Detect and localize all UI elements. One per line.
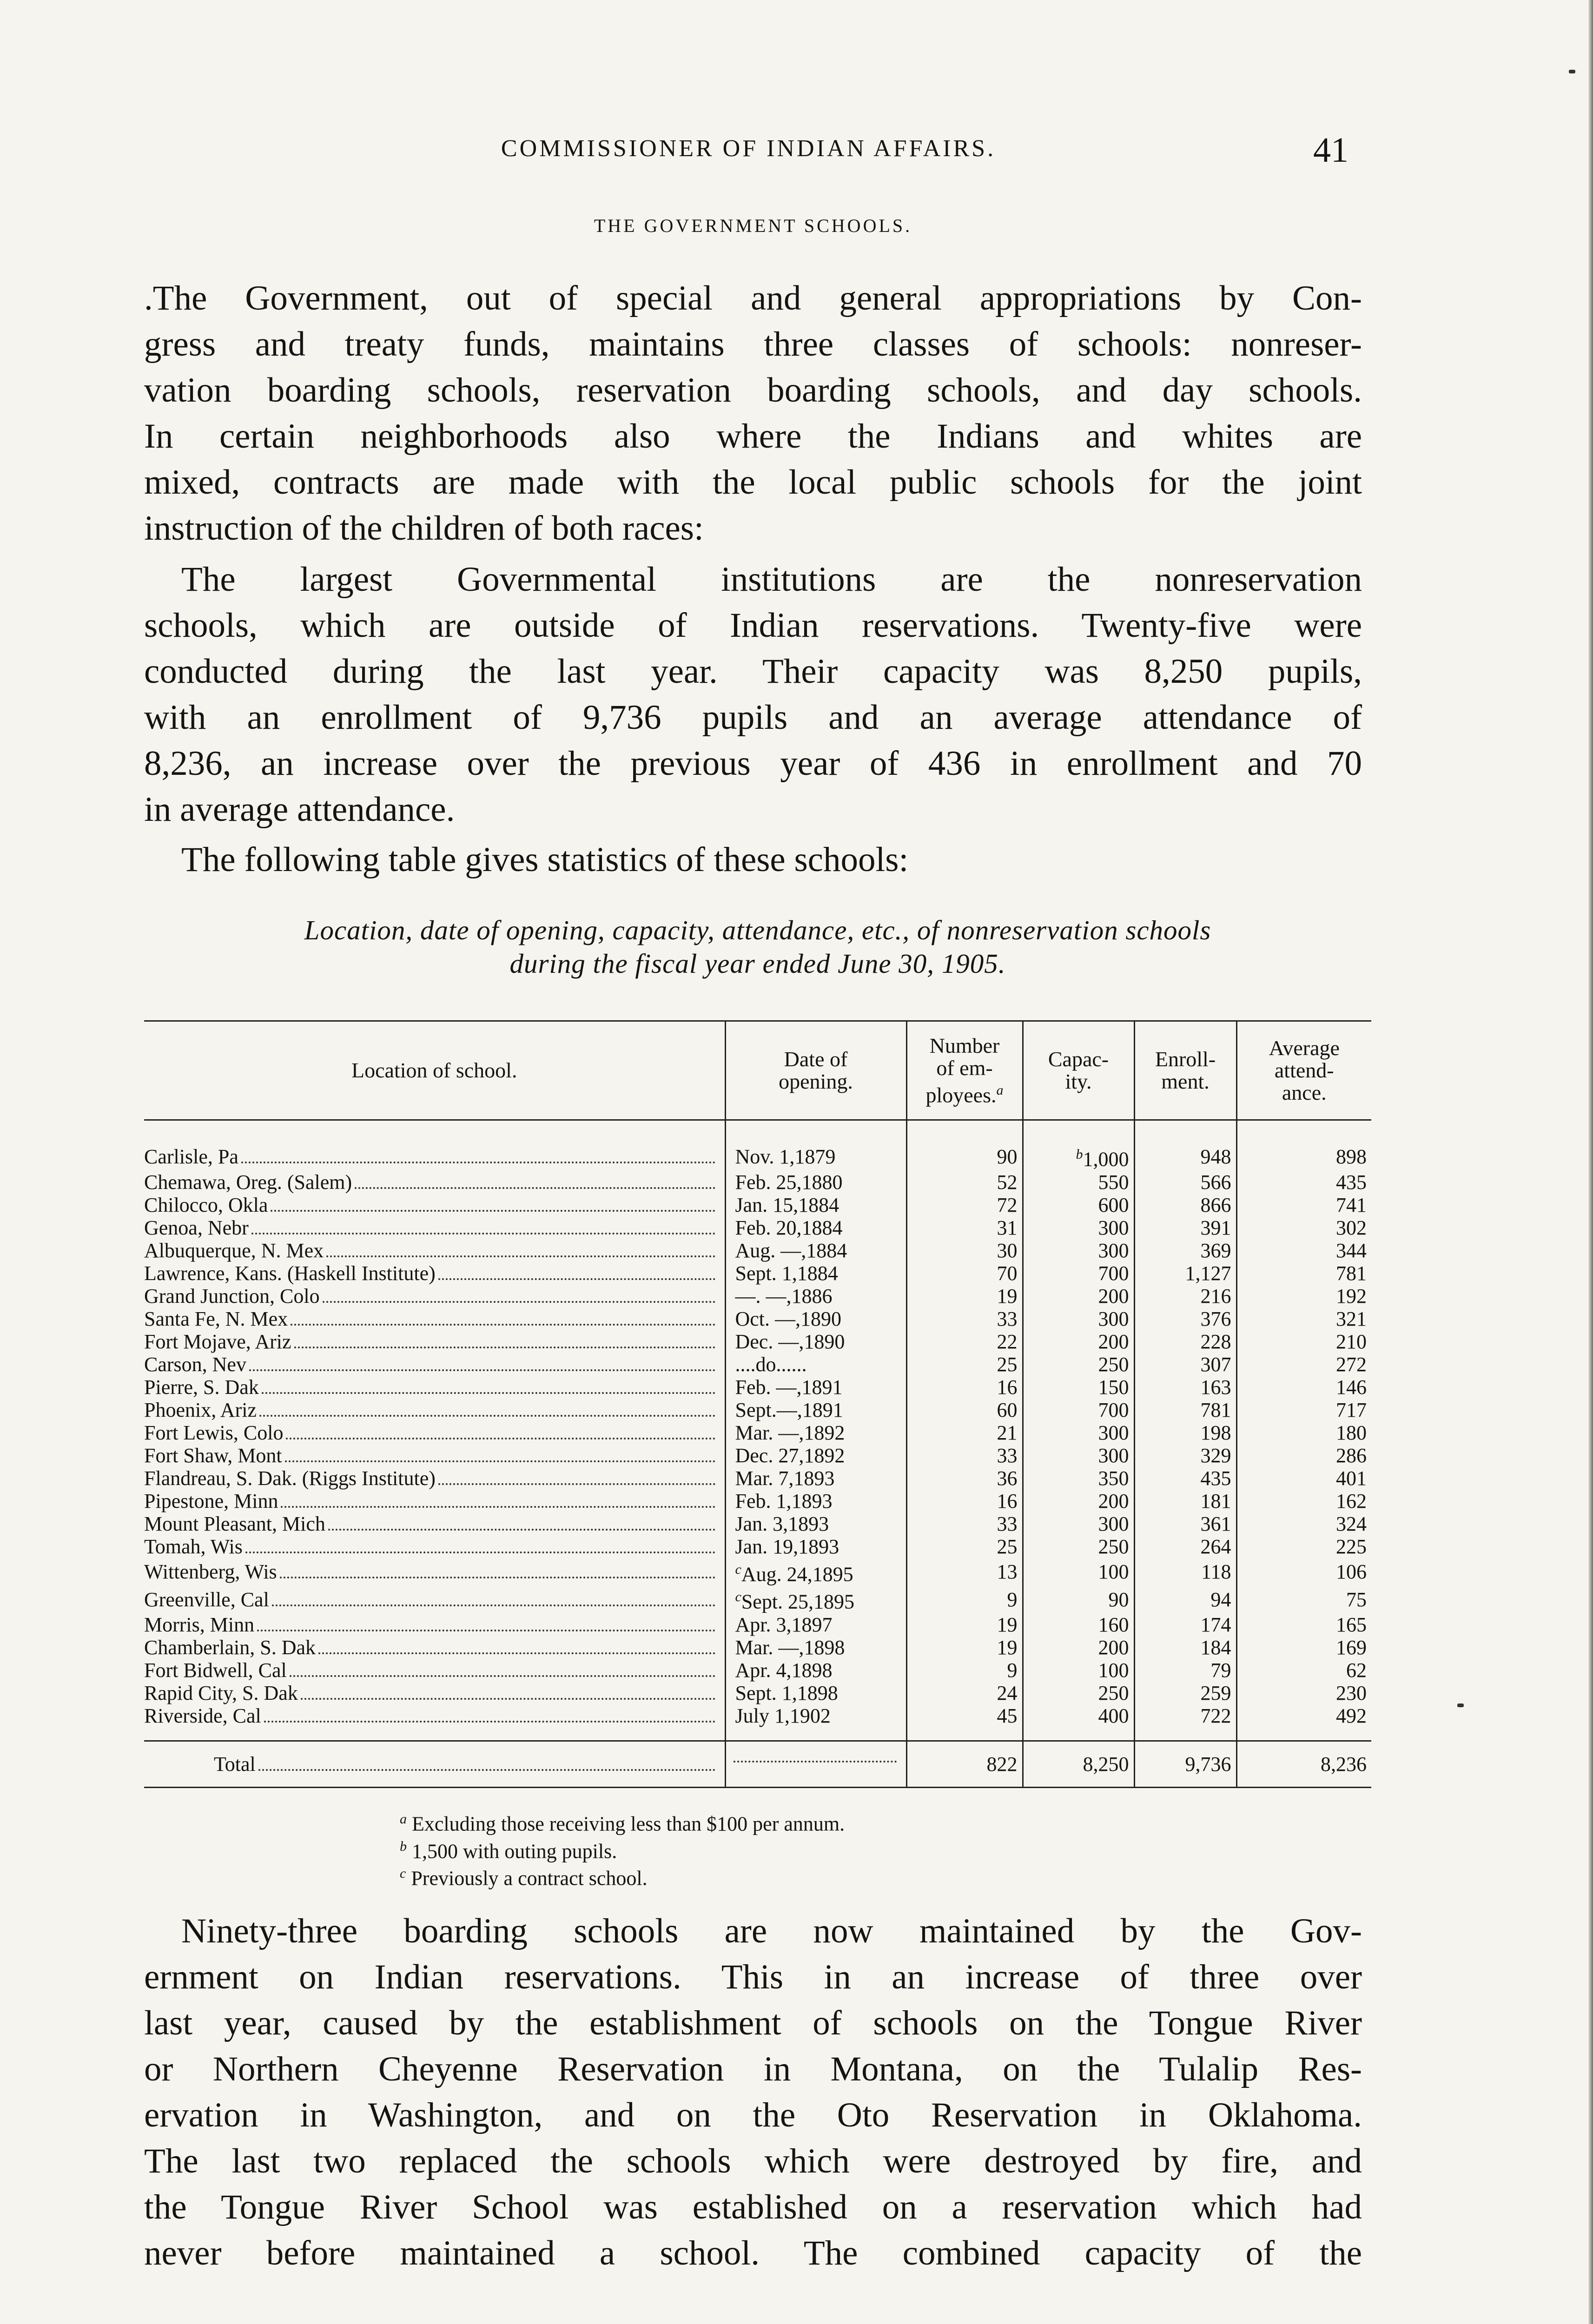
header-attendance: Average attend- ance. [1236,1021,1371,1120]
page-edge-shadow [1588,0,1593,2324]
table-row [144,1490,1371,1512]
cell-employees: 33 [906,1512,1023,1535]
cell-employees: 60 [906,1399,1023,1421]
cell-attendance: 344 [1236,1239,1371,1262]
cell-date: Apr. 3,1897 [725,1613,906,1636]
leader-dots [286,1438,715,1439]
cell-attendance: 180 [1236,1421,1371,1444]
text-line: or Northern Cheyenne Reservation in Montana, on the Tulalip Res- [144,2050,1362,2088]
table-footnotes [400,1808,1236,1890]
cell-capacity: 700 [1023,1399,1134,1421]
text-line: in average attendance. [144,790,455,829]
table-row [144,1330,1371,1353]
cell-attendance: 106 [1236,1558,1371,1586]
leader-dots [264,1721,715,1723]
cell-location: Albuquerque, N. Mex [144,1239,725,1262]
cell-enrollment: 361 [1134,1512,1236,1535]
leader-dots [259,1415,715,1417]
text-line: The following table gives statistics of these schools: [181,840,909,879]
cell-date: Oct. —,1890 [725,1307,906,1330]
text-line: gress and treaty funds, maintains three classes of schools: nonreser- [144,325,1362,363]
cell-location: Fort Lewis, Colo [144,1421,725,1444]
leader-dots [251,1233,715,1235]
leader-dots [262,1392,715,1394]
cell-enrollment: 163 [1134,1376,1236,1399]
cell-capacity: 400 [1023,1704,1134,1741]
cell-capacity: 300 [1023,1307,1134,1330]
cell-total-capacity: 8,250 [1023,1741,1134,1787]
cell-capacity: 300 [1023,1421,1134,1444]
cell-total-label: Total [144,1741,725,1787]
cell-location: Fort Shaw, Mont [144,1444,725,1467]
cell-date: Jan. 3,1893 [725,1512,906,1535]
cell-enrollment: 369 [1134,1239,1236,1262]
table-row [144,1216,1371,1239]
nonreservation-paragraph [144,556,1362,832]
leader-dots [258,1769,715,1771]
cell-date: Aug. —,1884 [725,1239,906,1262]
cell-employees: 24 [906,1682,1023,1704]
cell-enrollment: 329 [1134,1444,1236,1467]
cell-capacity: 600 [1023,1194,1134,1216]
table-row [144,1659,1371,1682]
cell-employees: 19 [906,1285,1023,1307]
cell-location: Morris, Minn [144,1613,725,1636]
cell-attendance: 210 [1236,1330,1371,1353]
cell-enrollment: 435 [1134,1467,1236,1490]
cell-location: Fort Mojave, Ariz [144,1330,725,1353]
cell-attendance: 324 [1236,1512,1371,1535]
text-line: 8,236, an increase over the previous year of 436 in enrollment and 70 [144,744,1362,783]
cell-capacity: 300 [1023,1239,1134,1262]
cell-employees: 25 [906,1353,1023,1376]
cell-attendance: 492 [1236,1704,1371,1741]
text-line: In certain neighborhoods also where the Indians and whites are [144,417,1362,456]
leader-dots [355,1187,715,1189]
text-line: with an enrollment of 9,736 pupils and an average attendance of [144,698,1362,737]
cell-capacity: 90 [1023,1585,1134,1613]
text-line: ernment on Indian reservations. This in an increase of three over [144,1958,1362,1996]
table-row [144,1399,1371,1421]
cell-date: Jan. 15,1884 [725,1194,906,1216]
cell-location: Rapid City, S. Dak [144,1682,725,1704]
caption-line: during the fiscal year ended June 30, 1905. [509,948,1006,979]
cell-employees: 19 [906,1613,1023,1636]
cell-location: Genoa, Nebr [144,1216,725,1239]
cell-date: Feb. 1,1893 [725,1490,906,1512]
cell-employees: 33 [906,1307,1023,1330]
cell-location: Fort Bidwell, Cal [144,1659,725,1682]
text-line: Ninety-three boarding schools are now maintained by the Gov- [181,1912,1362,1950]
cell-capacity: 200 [1023,1285,1134,1307]
leader-dots [285,1460,715,1462]
cell-capacity: 700 [1023,1262,1134,1285]
cell-attendance: 435 [1236,1171,1371,1194]
cell-enrollment: 259 [1134,1682,1236,1704]
cell-attendance: 146 [1236,1376,1371,1399]
cell-attendance: 401 [1236,1467,1371,1490]
cell-date: Feb. —,1891 [725,1376,906,1399]
text-line: .The Government, out of special and general appropriations by Con- [144,279,1362,317]
cell-attendance: 62 [1236,1659,1371,1682]
cell-capacity: 350 [1023,1467,1134,1490]
cell-enrollment: 174 [1134,1613,1236,1636]
leader-dots [241,1162,715,1163]
cell-date: $^c$Aug. 24,1895 [725,1558,906,1586]
cell-enrollment: 264 [1134,1535,1236,1558]
cell-employees: 36 [906,1467,1023,1490]
leader-dots [245,1552,715,1553]
footnote-b: $^b$ 1,500 with outing pupils. [400,1838,617,1863]
cell-employees: 21 [906,1421,1023,1444]
caption-line: Location, date of opening, capacity, attendance, etc., of nonreservation schools [304,915,1211,945]
cell-location: Riverside, Cal [144,1704,725,1741]
table-row [144,1704,1371,1741]
cell-employees: 90 [906,1120,1023,1171]
cell-enrollment: 216 [1134,1285,1236,1307]
page-number: 41 [1313,131,1348,170]
text-line: last year, caused by the establishment of schools on the Tongue River [144,2004,1362,2042]
text-line: never before maintained a school. The combined capacity of the [144,2234,1362,2272]
cell-attendance: 321 [1236,1307,1371,1330]
nonreservation-schools-table [144,1020,1371,1787]
cell-attendance: 162 [1236,1490,1371,1512]
cell-employees: 9 [906,1659,1023,1682]
text-line: schools, which are outside of Indian reservations. Twenty-five were [144,606,1362,645]
reservation-paragraph [144,1908,1362,2276]
cell-date: Jan. 19,1893 [725,1535,906,1558]
leader-dots [281,1506,715,1508]
table-intro-paragraph [144,837,1362,883]
cell-attendance: 898 [1236,1120,1371,1171]
cell-capacity: 100 [1023,1659,1134,1682]
cell-location: Pierre, S. Dak [144,1376,725,1399]
table-row [144,1535,1371,1558]
table-row [144,1285,1371,1307]
cell-capacity: 250 [1023,1353,1134,1376]
cell-attendance: 225 [1236,1535,1371,1558]
cell-total-date [725,1741,906,1787]
table-body [144,1120,1371,1787]
cell-date: ....do...... [725,1353,906,1376]
cell-location: Mount Pleasant, Mich [144,1512,725,1535]
cell-enrollment: 781 [1134,1399,1236,1421]
cell-enrollment: 376 [1134,1307,1236,1330]
cell-date: Mar. —,1898 [725,1636,906,1659]
table-bottom-rule [144,1787,1371,1788]
cell-location: Chilocco, Okla [144,1194,725,1216]
cell-enrollment: 118 [1134,1558,1236,1586]
leader-dots [294,1347,715,1348]
cell-date: Apr. 4,1898 [725,1659,906,1682]
cell-date: Nov. 1,1879 [725,1120,906,1171]
cell-enrollment: 566 [1134,1171,1236,1194]
leader-dots [301,1698,715,1700]
cell-date: Mar. —,1892 [725,1421,906,1444]
leader-dots [438,1483,715,1485]
cell-capacity: 150 [1023,1376,1134,1399]
cell-capacity: 200 [1023,1490,1134,1512]
leader-dots [323,1301,715,1303]
cell-employees: 19 [906,1636,1023,1659]
cell-employees: 30 [906,1239,1023,1262]
table-row [144,1421,1371,1444]
cell-date: Feb. 25,1880 [725,1171,906,1194]
header-enrollment: Enroll- ment. [1134,1021,1236,1120]
cell-date: Dec. —,1890 [725,1330,906,1353]
footnote-a: $^a$ Excluding those receiving less than $100 per annum. [400,1811,845,1835]
cell-capacity: 300 [1023,1512,1134,1535]
cell-enrollment: 722 [1134,1704,1236,1741]
footnote-c: $^c$ Previously a contract school. [400,1866,648,1890]
cell-date: Feb. 20,1884 [725,1216,906,1239]
cell-attendance: 75 [1236,1585,1371,1613]
cell-employees: 72 [906,1194,1023,1216]
leader-dots [318,1652,715,1654]
intro-paragraph [144,275,1362,551]
table-row [144,1613,1371,1636]
cell-capacity: 300 [1023,1444,1134,1467]
cell-date: Sept. 1,1898 [725,1682,906,1704]
section-title: THE GOVERNMENT SCHOOLS. [594,215,912,236]
scan-speck [1569,70,1575,73]
cell-enrollment: 866 [1134,1194,1236,1216]
cell-enrollment: 1,127 [1134,1262,1236,1285]
table-total-row [144,1741,1371,1787]
leader-dots [290,1675,715,1677]
text-line: ervation in Washington, and on the Oto Reservation in Oklahoma. [144,2096,1362,2134]
cell-attendance: 717 [1236,1399,1371,1421]
cell-location: Carlisle, Pa [144,1120,725,1171]
text-line: conducted during the last year. Their capacity was 8,250 pupils, [144,652,1362,691]
table-row [144,1353,1371,1376]
cell-location: Grand Junction, Colo [144,1285,725,1307]
cell-capacity: $^b$1,000 [1023,1120,1134,1171]
cell-location: Chamberlain, S. Dak [144,1636,725,1659]
text-line: The last two replaced the schools which were destroyed by fire, and [144,2142,1362,2180]
schools-table-wrapper [144,1020,1371,1801]
table-row [144,1558,1371,1586]
header-employees: Number of em- ployees.$^a$ [906,1021,1023,1120]
cell-capacity: 250 [1023,1535,1134,1558]
cell-enrollment: 79 [1134,1659,1236,1682]
leader-dots [328,1529,715,1531]
cell-date: Dec. 27,1892 [725,1444,906,1467]
cell-location: Santa Fe, N. Mex [144,1307,725,1330]
cell-capacity: 250 [1023,1682,1134,1704]
cell-total-enrollment: 9,736 [1134,1741,1236,1787]
table-header-row [144,1021,1371,1120]
table-row [144,1307,1371,1330]
cell-enrollment: 228 [1134,1330,1236,1353]
cell-location: Flandreau, S. Dak. (Riggs Institute) [144,1467,725,1490]
header-location: Location of school. [351,1058,517,1082]
cell-enrollment: 391 [1134,1216,1236,1239]
cell-capacity: 550 [1023,1171,1134,1194]
cell-attendance: 192 [1236,1285,1371,1307]
cell-date: Mar. 7,1893 [725,1467,906,1490]
cell-attendance: 272 [1236,1353,1371,1376]
cell-employees: 45 [906,1704,1023,1741]
cell-attendance: 741 [1236,1194,1371,1216]
cell-enrollment: 181 [1134,1490,1236,1512]
table-row [144,1467,1371,1490]
header-date: Date of opening. [725,1021,906,1120]
leader-dots [734,1761,897,1763]
text-line: instruction of the children of both races: [144,509,704,548]
cell-attendance: 230 [1236,1682,1371,1704]
table-row [144,1636,1371,1659]
cell-attendance: 781 [1236,1262,1371,1285]
cell-location: Chemawa, Oreg. (Salem) [144,1171,725,1194]
table-row [144,1444,1371,1467]
cell-employees: 16 [906,1490,1023,1512]
text-line: The largest Governmental institutions are the nonreservation [181,560,1362,599]
text-line: vation boarding schools, reservation boarding schools, and day schools. [144,371,1362,409]
cell-capacity: 100 [1023,1558,1134,1586]
cell-employees: 33 [906,1444,1023,1467]
cell-enrollment: 948 [1134,1120,1236,1171]
cell-total-employees: 822 [906,1741,1023,1787]
table-row [144,1262,1371,1285]
table-row [144,1194,1371,1216]
cell-employees: 52 [906,1171,1023,1194]
cell-location: Greenville, Cal [144,1585,725,1613]
table-caption [144,913,1371,980]
cell-employees: 31 [906,1216,1023,1239]
cell-employees: 9 [906,1585,1023,1613]
table-row [144,1120,1371,1171]
cell-location: Lawrence, Kans. (Haskell Institute) [144,1262,725,1285]
table-row [144,1171,1371,1194]
cell-enrollment: 184 [1134,1636,1236,1659]
leader-dots [272,1604,715,1606]
cell-employees: 25 [906,1535,1023,1558]
cell-attendance: 302 [1236,1216,1371,1239]
cell-employees: 16 [906,1376,1023,1399]
table-row [144,1585,1371,1613]
cell-attendance: 169 [1236,1636,1371,1659]
cell-location: Wittenberg, Wis [144,1558,725,1586]
cell-date: $^c$Sept. 25,1895 [725,1585,906,1613]
leader-dots [326,1255,715,1257]
leader-dots [271,1210,715,1212]
table-row [144,1376,1371,1399]
cell-location: Carson, Nev [144,1353,725,1376]
cell-employees: 22 [906,1330,1023,1353]
running-head: COMMISSIONER OF INDIAN AFFAIRS. [501,135,996,162]
table-row [144,1239,1371,1262]
table-row [144,1512,1371,1535]
cell-attendance: 165 [1236,1613,1371,1636]
leader-dots [257,1630,715,1631]
leader-dots [291,1324,715,1326]
cell-capacity: 160 [1023,1613,1134,1636]
leader-dots [280,1577,715,1578]
cell-location: Pipestone, Minn [144,1490,725,1512]
cell-attendance: 286 [1236,1444,1371,1467]
cell-employees: 13 [906,1558,1023,1586]
cell-enrollment: 94 [1134,1585,1236,1613]
cell-date: July 1,1902 [725,1704,906,1741]
cell-location: Tomah, Wis [144,1535,725,1558]
leader-dots [438,1278,715,1280]
leader-dots [249,1369,715,1371]
cell-capacity: 200 [1023,1330,1134,1353]
cell-enrollment: 307 [1134,1353,1236,1376]
cell-employees: 70 [906,1262,1023,1285]
cell-date: —. —,1886 [725,1285,906,1307]
cell-enrollment: 198 [1134,1421,1236,1444]
cell-capacity: 300 [1023,1216,1134,1239]
cell-capacity: 200 [1023,1636,1134,1659]
text-line: the Tongue River School was established on a reservation which had [144,2188,1362,2226]
cell-date: Sept. 1,1884 [725,1262,906,1285]
header-capacity: Capac- ity. [1023,1021,1134,1120]
cell-date: Sept.—,1891 [725,1399,906,1421]
scan-speck [1457,1703,1464,1707]
table-row [144,1682,1371,1704]
cell-total-attendance: 8,236 [1236,1741,1371,1787]
cell-location: Phoenix, Ariz [144,1399,725,1421]
text-line: mixed, contracts are made with the local public schools for the joint [144,463,1362,502]
